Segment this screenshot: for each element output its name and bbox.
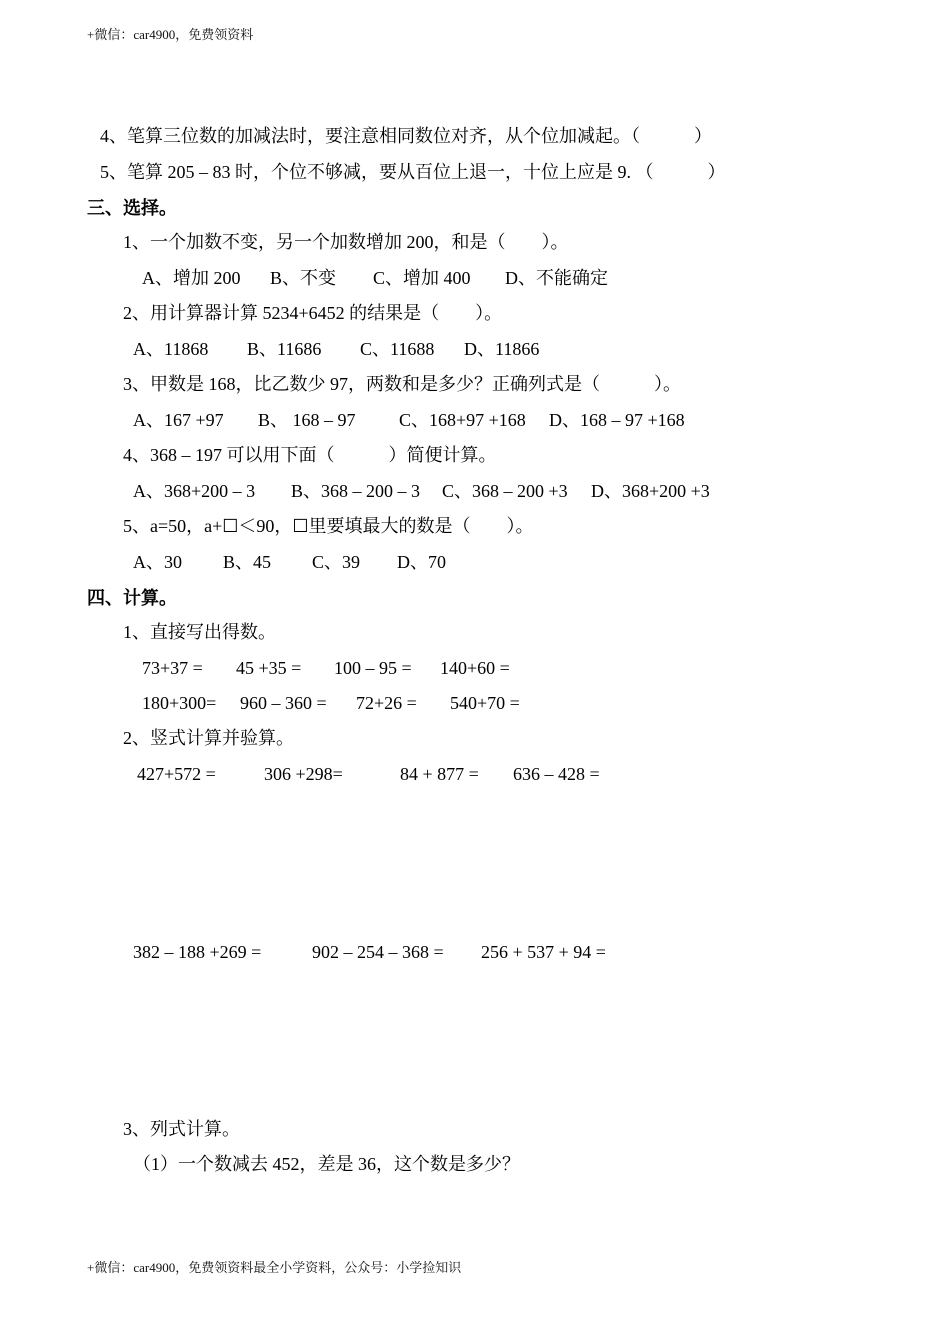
choice-question-3: 3、甲数是 168，比乙数少 97，两数和是多少？正确列式是（ ）。 [123, 374, 681, 394]
expression: 382 – 188 +269 = [133, 942, 262, 962]
option-a: A、11868 [133, 339, 209, 359]
expression: 45 +35 = [236, 658, 302, 678]
choice-question-1: 1、一个加数不变，另一个加数增加 200，和是（ ）。 [123, 232, 569, 252]
option-d: D、368+200 +3 [591, 481, 710, 501]
option-b: B、45 [223, 552, 272, 572]
option-c: C、168+97 +168 [399, 410, 526, 430]
choice-question-2: 2、用计算器计算 5234+6452 的结果是（ ）。 [123, 303, 503, 323]
expression: 73+37 = [142, 658, 203, 678]
tf-question-4: 4、笔算三位数的加减法时，要注意相同数位对齐，从个位加减起。（ ） [100, 126, 712, 146]
expression: 960 – 360 = [240, 693, 327, 713]
option-b: B、368 – 200 – 3 [291, 481, 421, 501]
word-problem-1: （1）一个数减去 452，差是 36，这个数是多少？ [133, 1154, 520, 1174]
expression: 100 – 95 = [334, 658, 412, 678]
choice-question-5: 5、a=50，a+☐＜90，☐里要填最大的数是（ ）。 [123, 516, 534, 536]
expression: 902 – 254 – 368 = [312, 942, 444, 962]
section-choice-title: 三、选择。 [87, 198, 177, 218]
expression: 636 – 428 = [513, 764, 600, 784]
option-c: C、368 – 200 +3 [442, 481, 568, 501]
option-b: B、11686 [247, 339, 322, 359]
expression: 140+60 = [440, 658, 510, 678]
option-c: C、39 [312, 552, 361, 572]
expression: 306 +298= [264, 764, 343, 784]
calc-sub-3: 3、列式计算。 [123, 1119, 240, 1139]
option-b: B、不变 [270, 268, 337, 288]
expression: 427+572 = [137, 764, 216, 784]
page-footer: +微信：car4900，免费领资料最全小学资料，公众号：小学捡知识 [87, 1260, 462, 1275]
calc-sub-1: 1、直接写出得数。 [123, 622, 276, 642]
page-header: +微信：car4900，免费领资料 [87, 27, 254, 42]
tf-question-5: 5、笔算 205 – 83 时，个位不够减，要从百位上退一，十位上应是 9. （ ） [100, 162, 726, 182]
option-d: D、11866 [464, 339, 540, 359]
option-a: A、增加 200 [142, 268, 241, 288]
option-c: C、11688 [360, 339, 435, 359]
calc-sub-2: 2、竖式计算并验算。 [123, 728, 294, 748]
option-d: D、不能确定 [505, 268, 608, 288]
option-d: D、168 – 97 +168 [549, 410, 685, 430]
option-a: A、30 [133, 552, 182, 572]
expression: 84 + 877 = [400, 764, 479, 784]
expression: 540+70 = [450, 693, 520, 713]
section-calc-title: 四、计算。 [87, 588, 177, 608]
expression: 256 + 537 + 94 = [481, 942, 606, 962]
option-b: B、 168 – 97 [258, 410, 356, 430]
option-a: A、368+200 – 3 [133, 481, 256, 501]
expression: 180+300= [142, 693, 217, 713]
expression: 72+26 = [356, 693, 417, 713]
option-a: A、167 +97 [133, 410, 224, 430]
option-c: C、增加 400 [373, 268, 471, 288]
choice-question-4: 4、368 – 197 可以用下面（ ）简便计算。 [123, 445, 497, 465]
option-d: D、70 [397, 552, 446, 572]
